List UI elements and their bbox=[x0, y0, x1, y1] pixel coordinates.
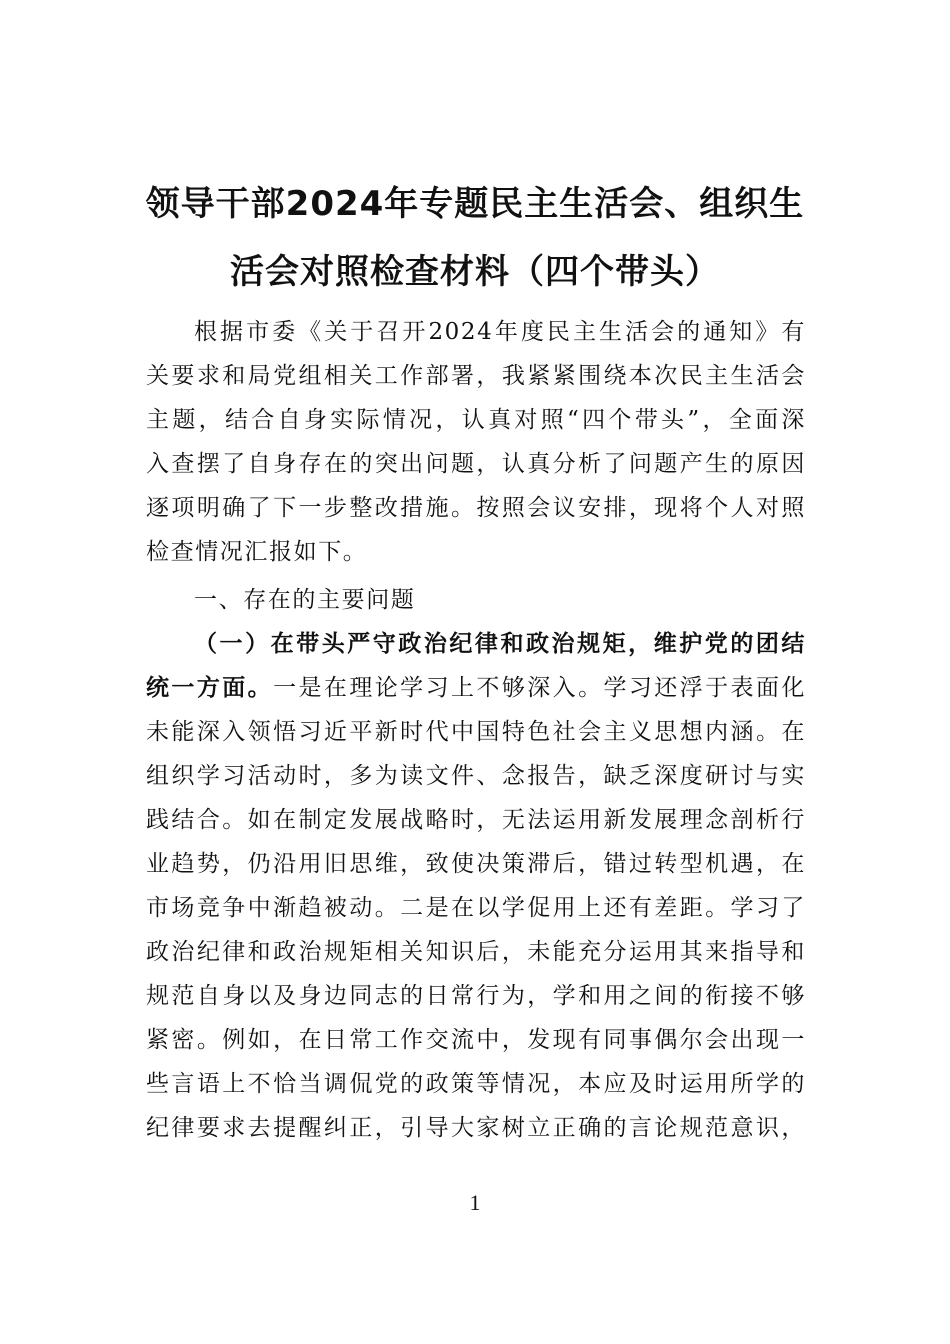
subsection-line-5: 践结合。如在制定发展战略时，无法运用新发展理念剖析行 bbox=[146, 807, 806, 833]
subsection-line-2-rest: 一是在理论学习上不够深入。学习还浮于表面化 bbox=[273, 675, 806, 701]
intro-line-1: 根据市委《关于召开2024年度民主生活会的通知》有 bbox=[194, 319, 806, 345]
subsection-line-11: 些言语上不恰当调侃党的政策等情况，本应及时运用所学的 bbox=[146, 1071, 806, 1097]
subsection-line-7: 市场竞争中渐趋被动。二是在以学促用上还有差距。学习了 bbox=[146, 895, 806, 921]
subsection-line-3: 未能深入领悟习近平新时代中国特色社会主义思想内涵。在 bbox=[146, 719, 806, 745]
subsection-line-2 bbox=[146, 666, 806, 710]
document-title-line-1: 领导干部2024年专题民主生活会、组织生 bbox=[145, 184, 805, 224]
subsection-heading-line-2: 统一方面。 bbox=[146, 674, 274, 701]
intro-line-2: 关要求和局党组相关工作部署，我紧紧围绕本次民主生活会 bbox=[146, 363, 806, 389]
subsection-line-9: 规范自身以及身边同志的日常行为，学和用之间的衔接不够 bbox=[146, 983, 806, 1009]
intro-line-5: 逐项明确了下一步整改措施。按照会议安排，现将个人对照 bbox=[146, 495, 806, 521]
intro-line-3: 主题，结合自身实际情况，认真对照“四个带头”，全面深 bbox=[146, 407, 806, 433]
page-number: 1 bbox=[469, 1190, 481, 1215]
subsection-line-6: 业趋势，仍沿用旧思维，致使决策滞后，错过转型机遇，在 bbox=[146, 851, 806, 877]
section-heading-main-problems: 一、存在的主要问题 bbox=[194, 587, 416, 613]
intro-line-4: 入查摆了自身存在的突出问题，认真分析了问题产生的原因 bbox=[146, 451, 806, 477]
subsection-line-10: 紧密。例如，在日常工作交流中，发现有同事偶尔会出现一 bbox=[146, 1027, 806, 1053]
subsection-line-8: 政治纪律和政治规矩相关知识后，未能充分运用其来指导和 bbox=[146, 939, 806, 965]
subsection-line-4: 组织学习活动时，多为读文件、念报告，缺乏深度研讨与实 bbox=[146, 763, 806, 789]
intro-line-6: 检查情况汇报如下。 bbox=[146, 539, 368, 565]
document-title-line-2: 活会对照检查材料（四个带头） bbox=[230, 252, 720, 292]
subsection-line-12: 纪律要求去提醒纠正，引导大家树立正确的言论规范意识， bbox=[146, 1115, 806, 1141]
subsection-heading-line-1: （一）在带头严守政治纪律和政治规矩，维护党的团结 bbox=[194, 630, 806, 657]
